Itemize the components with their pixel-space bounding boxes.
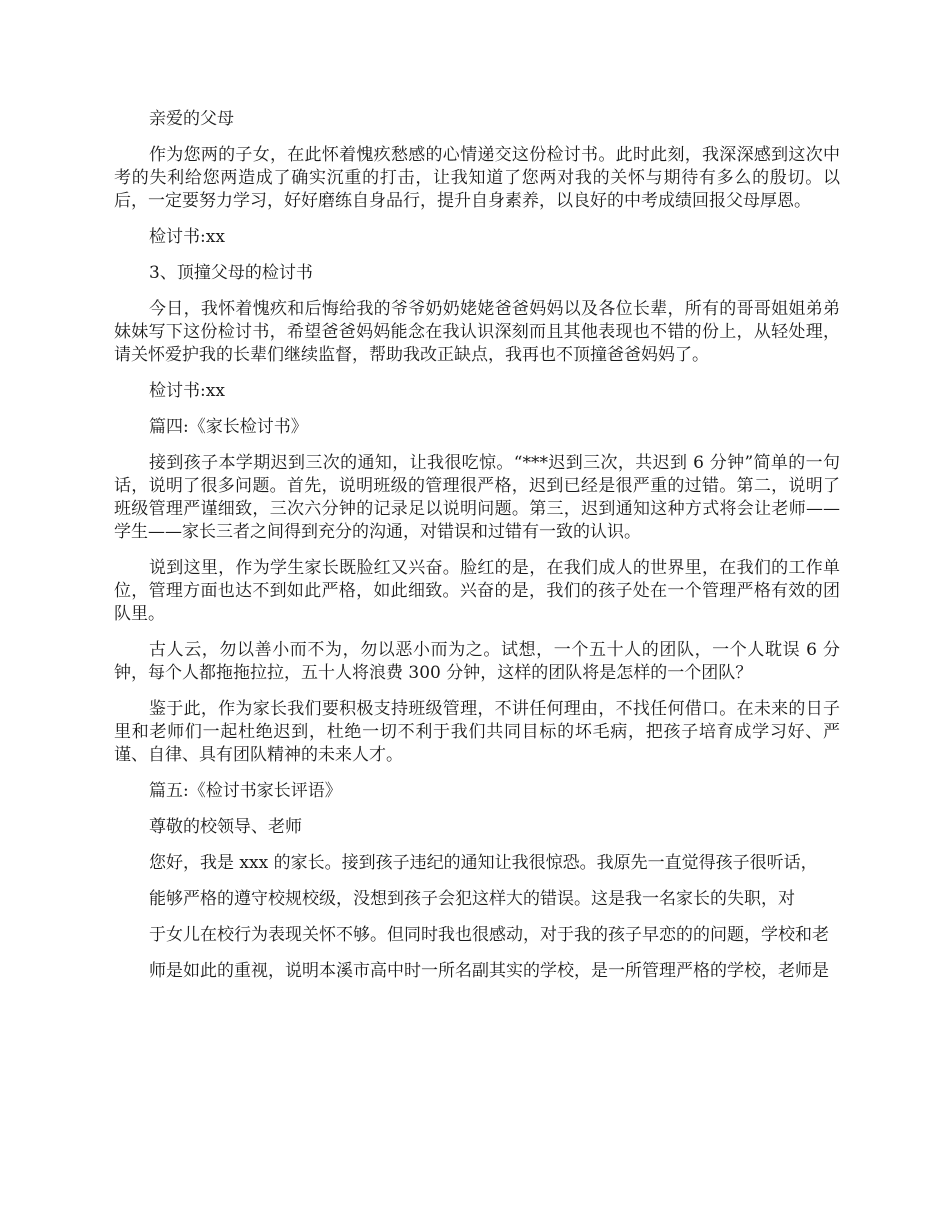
paragraph-line: 您好，我是 xxx 的家长。接到孩子违纪的通知让我很惊恐。我原先一直觉得孩子很听话， [149,853,818,873]
signature-line: 检讨书:xx [149,227,225,247]
paragraph-proverb: 古人云，勿以善小而不为，勿以恶小而为之。试想，一个五十人的团队，一个人耽误 6 分钟，每个人都拖拖拉拉，五十人将浪费 300 分钟，这样的团队将是怎样的一个团队？ [114,640,840,683]
section-heading-5: 篇五:《检讨书家长评语》 [149,781,342,801]
salutation-parents: 亲爱的父母 [149,109,234,129]
paragraph-exam-apology: 作为您两的子女，在此怀着愧疚愁感的心情递交这份检讨书。此时此刻，我深深感到这次中考的失利给您两造成了确实沉重的打击，让我知道了您两对我的关怀与期待有多么的殷切。以后，一定要努力学习，好好磨练自身品行，提升自身素养，以良好的中考成绩回报父母厚恩。 [114,145,840,211]
salutation-school: 尊敬的校领导、老师 [149,817,302,837]
signature-line: 检讨书:xx [149,381,225,401]
paragraph-lateness-notice: 接到孩子本学期迟到三次的通知，让我很吃惊。“***迟到三次，共迟到 6 分钟”简单的一句话，说明了很多问题。首先，说明班级的管理很严格，迟到已经是很严重的过错。第二，说明了班级管理严谨细致，三次六分钟的记录足以说明问题。第三，迟到通知这种方式将会让老师——学生——家长三者之间得到充分的沟通，对错误和过错有一致的认识。 [114,453,840,542]
paragraph-line: 能够严格的遵守校规校级，没想到孩子会犯这样大的错误。这是我一名家长的失职，对 [149,889,795,909]
document-body [114,108,840,996]
paragraph-parent-reaction: 说到这里，作为学生家长既脸红又兴奋。脸红的是，在我们成人的世界里，在我们的工作单位，管理方面也达不到如此严格，如此细致。兴奋的是，我们的孩子处在一个管理严格有效的团队里。 [114,558,840,624]
paragraph-commitment: 鉴于此，作为家长我们要积极支持班级管理，不讲任何理由，不找任何借口。在未来的日子里和老师们一起杜绝迟到，杜绝一切不利于我们共同目标的坏毛病，把孩子培育成学习好、严谨、自律、具有团队精神的未来人才。 [114,699,840,765]
section-heading-4: 篇四:《家长检讨书》 [149,417,308,437]
paragraph-line: 师是如此的重视，说明本溪市高中时一所名副其实的学校，是一所管理严格的学校，老师是 [149,961,829,981]
paragraph-line: 于女儿在校行为表现关怀不够。但同时我也很感动，对于我的孩子早恋的的问题，学校和老 [149,925,829,945]
paragraph-disobedience-apology: 今日，我怀着愧疚和后悔给我的爷爷奶奶姥姥爸爸妈妈以及各位长辈，所有的哥哥姐姐弟弟妹妹写下这份检讨书，希望爸爸妈妈能念在我认识深刻而且其他表现也不错的份上，从轻处理，请关怀爱护我的长辈们继续监督，帮助我改正缺点，我再也不顶撞爸爸妈妈了。 [114,299,840,365]
section-heading-3: 3、顶撞父母的检讨书 [149,263,313,283]
